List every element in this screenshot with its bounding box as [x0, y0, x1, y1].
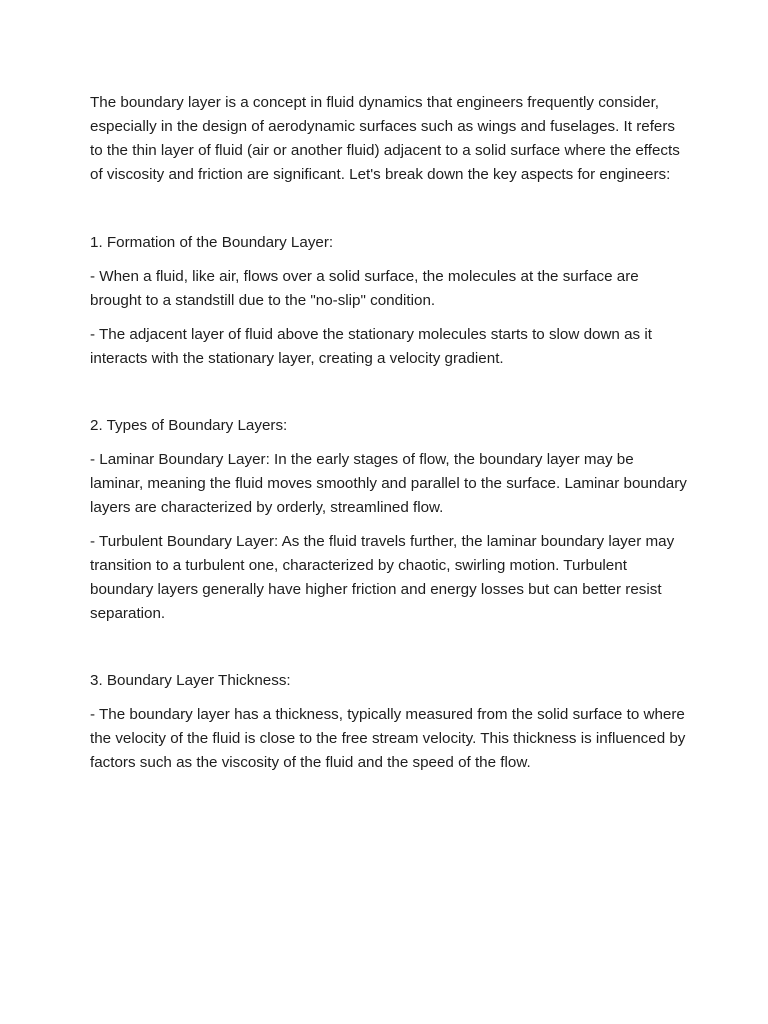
section-3-heading: 3. Boundary Layer Thickness: [90, 672, 291, 689]
section-1-item-2: - The adjacent layer of fluid above the stationary molecules starts to slow down as it interacts with the stationary layer, creating a velocity gradient. [90, 326, 652, 367]
section-2-item-1: - Laminar Boundary Layer: In the early stages of flow, the boundary layer may be laminar, meaning the fluid moves smoothly and parallel to the surface. Laminar boundary layers are characterized by orderly, streamlined flow. [90, 451, 687, 516]
section-3-item-1: - The boundary layer has a thickness, typically measured from the solid surface to where the velocity of the fluid is close to the free stream velocity. This thickness is influenced by factors such as the viscosity of the fluid and the speed of the flow. [90, 706, 686, 771]
section-2-item-2: - Turbulent Boundary Layer: As the fluid travels further, the laminar boundary layer may transition to a turbulent one, characterized by chaotic, swirling motion. Turbulent boundary layers generally have higher friction and energy losses but can better resist separation. [90, 533, 675, 622]
section-1-item-1: - When a fluid, like air, flows over a solid surface, the molecules at the surface are brought to a standstill due to the "no-slip" condition. [90, 268, 639, 309]
intro-paragraph: The boundary layer is a concept in fluid dynamics that engineers frequently consider, especially in the design of aerodynamic surfaces such as wings and fuselages. It refers to the thin layer of fluid (air or another fluid) adjacent to a solid surface where the effects of viscosity and friction are significant. Let's break down the key aspects for engineers: [90, 94, 680, 183]
section-2-heading: 2. Types of Boundary Layers: [90, 417, 288, 434]
document-body [90, 91, 690, 785]
section-1-heading: 1. Formation of the Boundary Layer: [90, 234, 334, 251]
